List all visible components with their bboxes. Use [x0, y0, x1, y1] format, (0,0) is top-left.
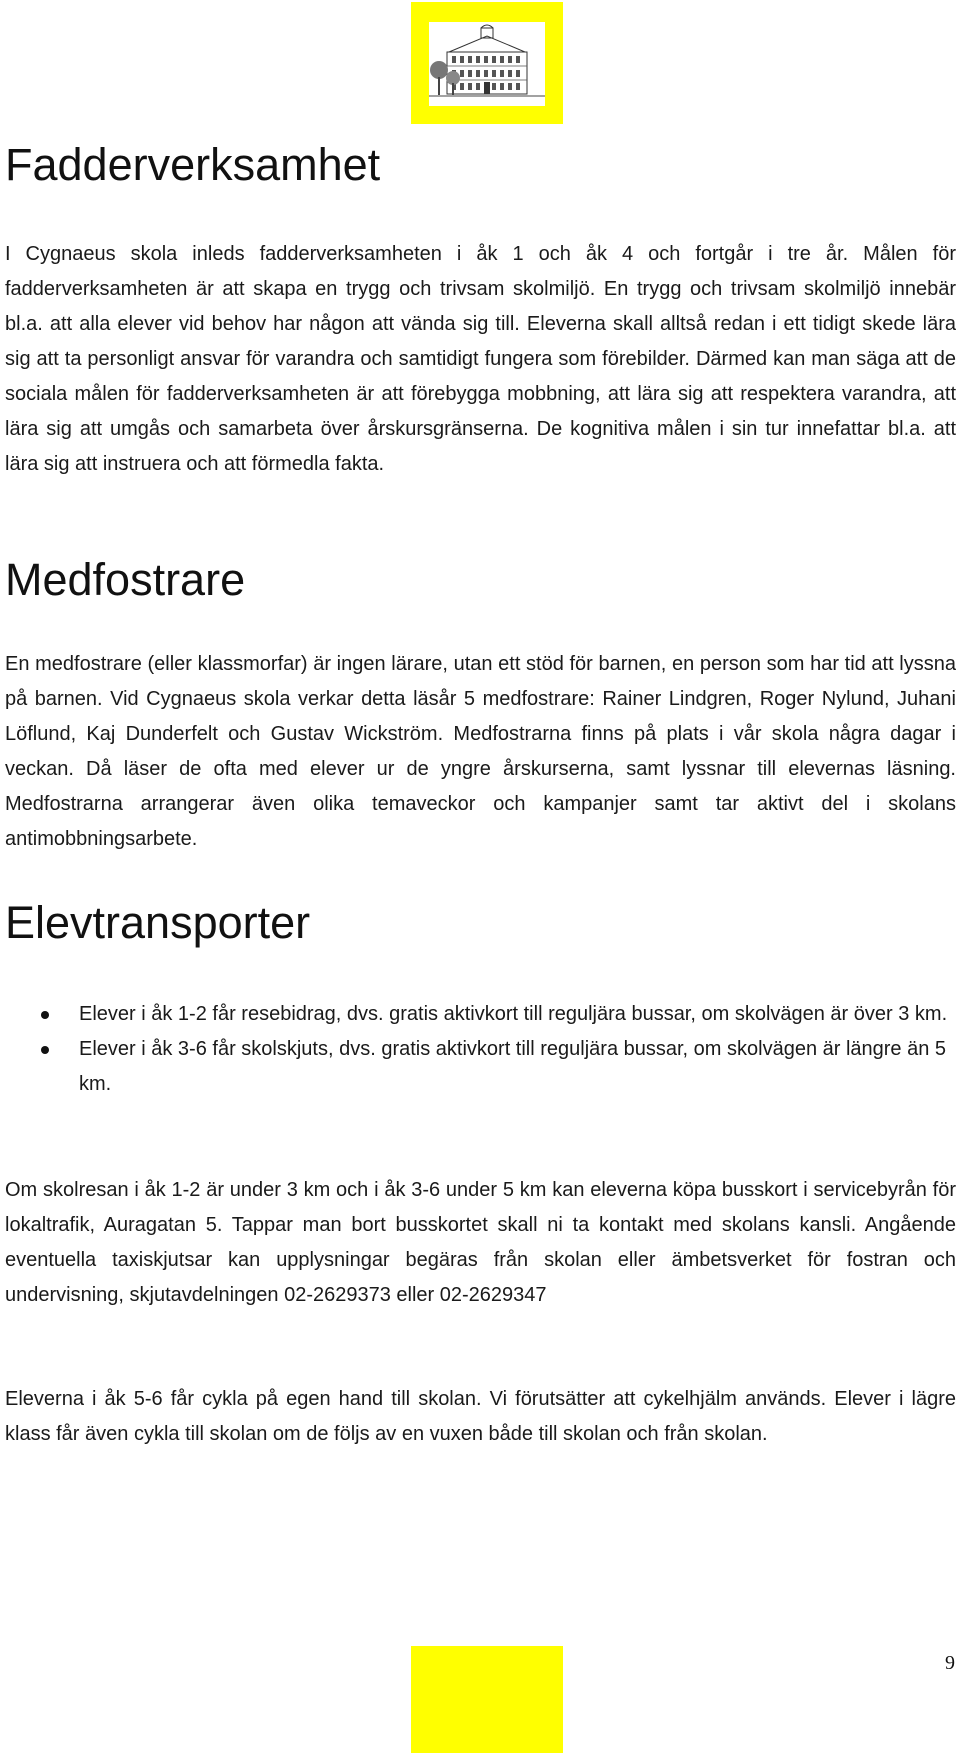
paragraph-medfostrare: En medfostrare (eller klassmorfar) är ingen lärare, utan ett stöd för barnen, en person som har tid att lyssna på barnen. Vid Cygnaeus skola verkar detta läsår 5 medfostrare: Rainer Lindgren, Roger Nylund, Juhani Löflund, Kaj Dunderfelt och Gustav Wickström. Medfostrarna finns på plats i vår skola några dagar i veckan. Då läser de ofta med elever ur de yngre årskurserna, samt lyssnar till elevernas läsning. Medfostrarna arrangerar även olika temaveckor och kampanjer samt tar aktivt del i skolans antimobbningsarbete.: [5, 653, 956, 850]
bullet-dot-icon: [41, 1046, 49, 1054]
bullet-dot-icon: [41, 1011, 49, 1019]
section-heading-elevtransporter: Elevtransporter: [5, 897, 311, 948]
page-number: 9: [945, 1652, 955, 1674]
paragraph-cykla: Eleverna i åk 5-6 får cykla på egen hand till skolan. Vi förutsätter att cykelhjälm används. Elever i lägre klass får även cykla till skolan om de följs av en vuxen både till skolan och från skolan.: [5, 1388, 956, 1445]
list-item-text: Elever i åk 3-6 får skolskjuts, dvs. gratis aktivkort till reguljära bussar, om skolvägen är längre än 5 km.: [79, 1038, 947, 1095]
list-item: [5, 1032, 956, 1102]
list-item: [5, 997, 956, 1032]
transport-bullet-list: [5, 997, 956, 1102]
paragraph-busskort: Om skolresan i åk 1-2 är under 3 km och i åk 3-6 under 5 km kan eleverna köpa busskort i servicebyrån för lokaltrafik, Auragatan 5. Tappar man bort busskortet skall ni ta kontakt med skolans kansli. Angående eventuella taxiskjutsar kan upplysningar begäras från skolan eller ämbetsverket för fostran och undervisning, skjutavdelningen 02-2629373 eller 02-2629347: [5, 1179, 956, 1306]
school-building-icon: [429, 22, 545, 106]
school-logo: [411, 2, 563, 124]
section-heading-medfostrare: Medfostrare: [5, 554, 246, 605]
section-heading-fadderverksamhet: Fadderverksamhet: [5, 139, 381, 190]
footer-accent-bar: [411, 1646, 563, 1753]
paragraph-fadderverksamhet: I Cygnaeus skola inleds fadderverksamheten i åk 1 och åk 4 och fortgår i tre år. Målen för fadderverksamheten är att skapa en trygg och trivsam skolmiljö. En trygg och trivsam skolmiljö innebär bl.a. att alla elever vid behov har någon att vända sig till. Eleverna skall alltså redan i ett tidigt skede lära sig att ta personligt ansvar för varandra och samtidigt fungera som förebilder. Därmed kan man säga att de sociala målen för fadderverksamheten är att förebygga mobbning, att lära sig att respektera varandra, att lära sig att umgås och samarbeta över årskursgränserna. De kognitiva målen i sin tur innefattar bl.a. att lära sig att instruera och att förmedla fakta.: [5, 243, 956, 475]
list-item-text: Elever i åk 1-2 får resebidrag, dvs. gratis aktivkort till reguljära bussar, om skolvägen är över 3 km.: [79, 1003, 948, 1025]
